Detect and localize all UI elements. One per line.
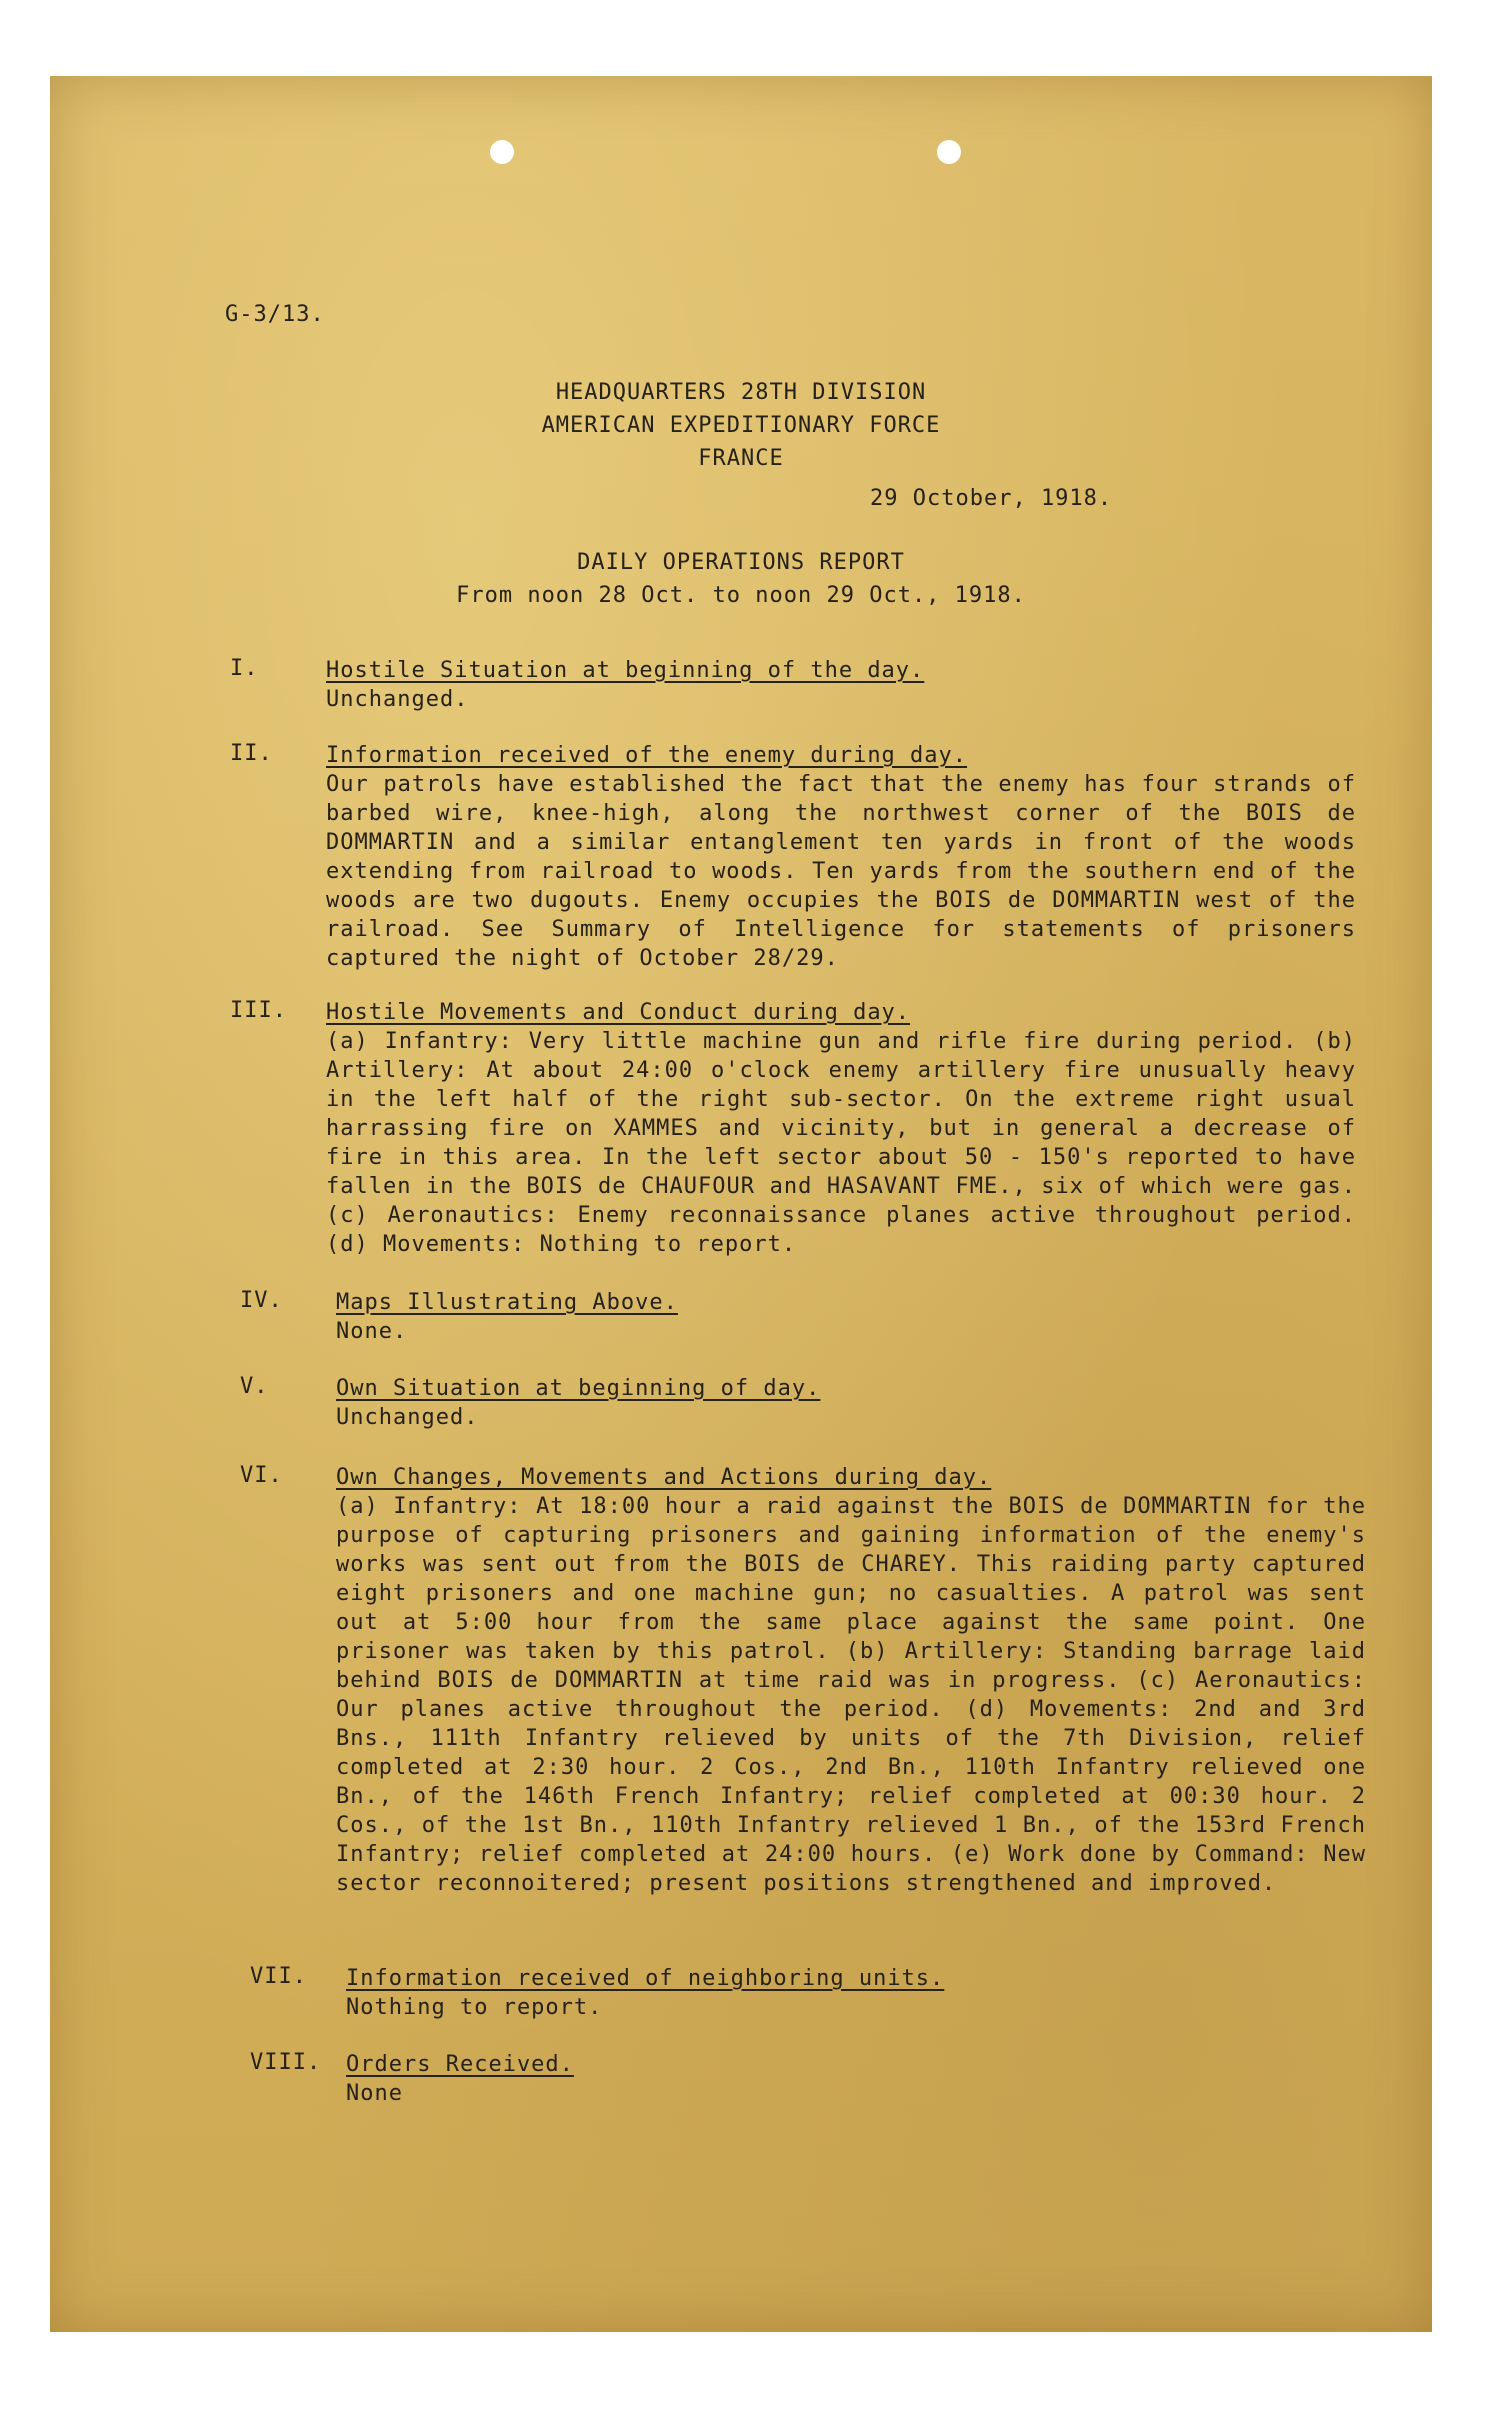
section-numeral: III.	[230, 998, 287, 1023]
header-line-country: FRANCE	[698, 446, 784, 471]
section-numeral: VI.	[240, 1463, 283, 1488]
section-text: (a) Infantry: At 18:00 hour a raid against the BOIS de DOMMARTIN for the purpose of capturing prisoners and gaining information of the enemy's works was sent out from the BOIS de CHAREY. This raiding party captured eight prisoners and one machine gun; no casualties. A patrol was sent out at 5:00 hour from the same place against the same point. One prisoner was taken by this patrol. (b) Artillery: Standing barrage laid behind BOIS de DOMMARTIN at time raid was in progress. (c) Aeronautics: Our planes active throughout the period. (d) Movements: 2nd and 3rd Bns., 111th Infantry relieved by units of the 7th Division, relief completed at 2:30 hour. 2 Cos., 2nd Bn., 110th Infantry relieved one Bn., of the 146th French Infantry; relief completed at 00:30 hour. 2 Cos., of the 1st Bn., 110th Infantry relieved 1 Bn., of the 153rd French Infantry; relief completed at 24:00 hours. (e) Work done by Command: New sector reconnoitered; present positions strengthened and improved.	[336, 1494, 1366, 1896]
report-date: 29 October, 1918.	[870, 486, 1113, 511]
section-text: None	[346, 2081, 403, 2106]
punch-hole	[937, 140, 961, 164]
punch-hole	[490, 140, 514, 164]
document-page	[50, 76, 1432, 2332]
section-text: Unchanged.	[326, 687, 469, 712]
section-title: Own Changes, Movements and Actions during day.	[336, 1465, 992, 1490]
section-title: Own Situation at beginning of day.	[336, 1376, 821, 1401]
section-title: Orders Received.	[346, 2052, 574, 2077]
report-period: From noon 28 Oct. to noon 29 Oct., 1918.	[456, 583, 1026, 608]
section-numeral: I.	[230, 656, 259, 681]
section-numeral: VIII.	[250, 2050, 322, 2075]
section-text: Our patrols have established the fact that the enemy has four strands of barbed wire, knee-high, along the northwest corner of the BOIS de DOMMARTIN and a similar entanglement ten yards in front of the woods extending from railroad to woods. Ten yards from the southern end of the woods are two dugouts. Enemy occupies the BOIS de DOMMARTIN west of the railroad. See Summary of Intelligence for statements of prisoners captured the night of October 28/29.	[326, 772, 1356, 971]
file-reference: G-3/13.	[225, 302, 325, 327]
report-heading	[50, 546, 1432, 612]
header-line-unit: HEADQUARTERS 28TH DIVISION	[555, 380, 927, 405]
section-title: Information received of neighboring units.	[346, 1966, 945, 1991]
section-numeral: V.	[240, 1374, 269, 1399]
report-title: DAILY OPERATIONS REPORT	[577, 550, 905, 575]
header-line-force: AMERICAN EXPEDITIONARY FORCE	[541, 413, 941, 438]
section-title: Hostile Movements and Conduct during day.	[326, 1000, 911, 1025]
section-text: Unchanged.	[336, 1405, 479, 1430]
letterhead	[50, 376, 1432, 475]
section-text: Nothing to report.	[346, 1995, 603, 2020]
section-numeral: II.	[230, 741, 273, 766]
section-title: Information received of the enemy during day.	[326, 743, 968, 768]
section-text: None.	[336, 1319, 408, 1344]
section-title: Maps Illustrating Above.	[336, 1290, 678, 1315]
section-text: (a) Infantry: Very little machine gun and rifle fire during period. (b) Artillery: At about 24:00 o'clock enemy artillery fire unusually heavy in the left half of the right sub-sector. On the extreme right usual harrassing fire on XAMMES and vicinity, but in general a decrease of fire in this area. In the left sector about 50 - 150's reported to have fallen in the BOIS de CHAUFOUR and HASAVANT FME., six of which were gas. (c) Aeronautics: Enemy reconnaissance planes active throughout period. (d) Movements: Nothing to report.	[326, 1029, 1356, 1257]
section-title: Hostile Situation at beginning of the day.	[326, 658, 925, 683]
section-numeral: VII.	[250, 1964, 307, 1989]
section-numeral: IV.	[240, 1288, 283, 1313]
